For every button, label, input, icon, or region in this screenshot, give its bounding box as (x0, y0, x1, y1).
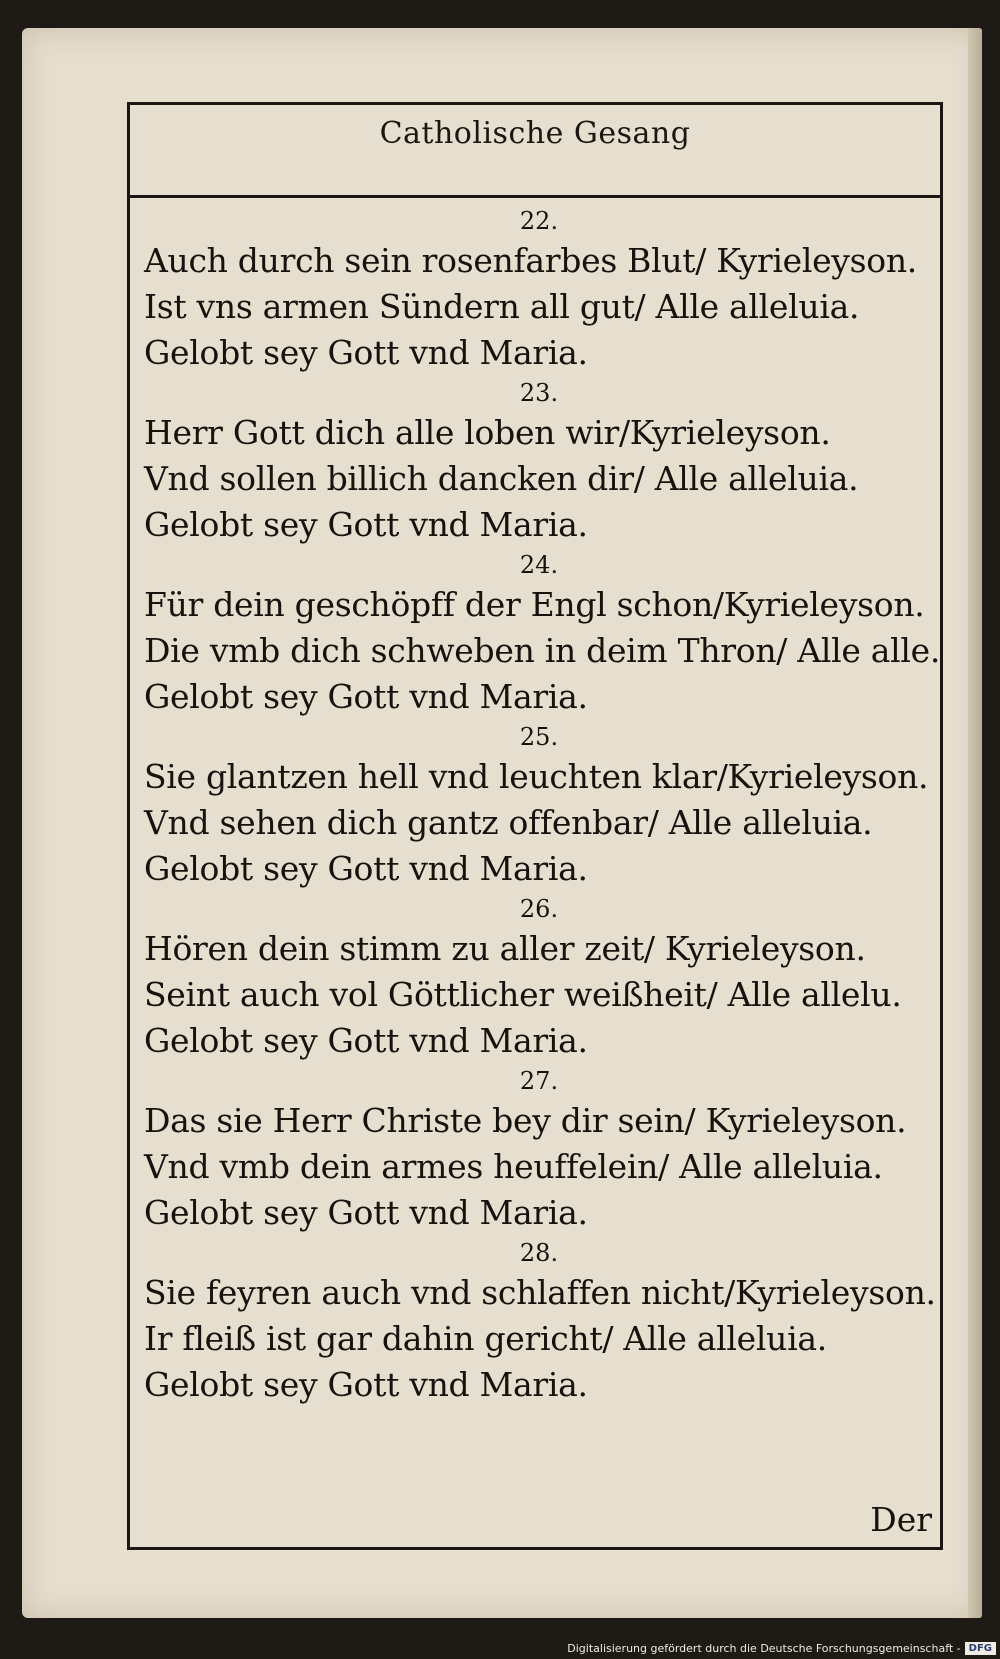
text-frame (127, 102, 943, 1547)
refrain-line: Gelobt sey Gott vnd Maria. (144, 1365, 588, 1404)
verse-line: Vnd sollen billich dancken dir/ Alle alleluia. (144, 459, 859, 498)
verse-line: Sie feyren auch vnd schlaffen nicht/Kyrieleyson. (144, 1273, 936, 1312)
verse-line: Ir fleiß ist gar dahin gericht/ Alle alleluia. (144, 1319, 827, 1358)
book-page (22, 28, 982, 1618)
page-edge (968, 28, 982, 1618)
credit-text: Digitalisierung gefördert durch die Deutsche Forschungsgemeinschaft - (567, 1642, 961, 1655)
digitization-credit (567, 1642, 996, 1655)
verse-number: 23. (519, 379, 559, 407)
verse-line: Auch durch sein rosenfarbes Blut/ Kyrieleyson. (144, 241, 917, 280)
top-rule (127, 102, 943, 105)
verse (144, 204, 934, 376)
verse (144, 1064, 934, 1236)
refrain-line: Gelobt sey Gott vnd Maria. (144, 1021, 588, 1060)
hymn-text (144, 204, 941, 1408)
verse-line: Das sie Herr Christe bey dir sein/ Kyrieleyson. (144, 1101, 907, 1140)
verse-line: Vnd sehen dich gantz offenbar/ Alle alleluia. (144, 803, 873, 842)
verse-number: 26. (519, 895, 559, 923)
refrain-line: Gelobt sey Gott vnd Maria. (144, 505, 588, 544)
verse-number: 24. (519, 551, 559, 579)
refrain-line: Gelobt sey Gott vnd Maria. (144, 677, 588, 716)
header-rule (130, 195, 940, 198)
verse-line: Vnd vmb dein armes heuffelein/ Alle alleluia. (144, 1147, 883, 1186)
verse-line: Sie glantzen hell vnd leuchten klar/Kyrieleyson. (144, 757, 929, 796)
verse-number: 27. (519, 1067, 559, 1095)
verse-line: Für dein geschöpff der Engl schon/Kyrieleyson. (144, 585, 925, 624)
verse (144, 548, 941, 720)
verse-line: Hören dein stimm zu aller zeit/ Kyrieleyson. (144, 929, 866, 968)
verse-line: Ist vns armen Sündern all gut/ Alle alleluia. (144, 287, 860, 326)
refrain-line: Gelobt sey Gott vnd Maria. (144, 1193, 588, 1232)
verse-number: 22. (519, 207, 559, 235)
verse (144, 892, 934, 1064)
verse-line: Die vmb dich schweben in deim Thron/ Alle alle. (144, 631, 941, 670)
catchword: Der (870, 1500, 932, 1539)
running-head: Catholische Gesang (379, 116, 691, 151)
refrain-line: Gelobt sey Gott vnd Maria. (144, 849, 588, 888)
verse (144, 1236, 934, 1408)
dfg-logo: DFG (965, 1642, 996, 1655)
verse (144, 376, 934, 548)
verse-line: Herr Gott dich alle loben wir/Kyrieleyson. (144, 413, 831, 452)
verse-number: 25. (519, 723, 559, 751)
refrain-line: Gelobt sey Gott vnd Maria. (144, 333, 588, 372)
verse-line: Seint auch vol Göttlicher weißheit/ Alle allelu. (144, 975, 902, 1014)
verse-number: 28. (519, 1239, 559, 1267)
bottom-rule (127, 1547, 943, 1550)
verse (144, 720, 934, 892)
